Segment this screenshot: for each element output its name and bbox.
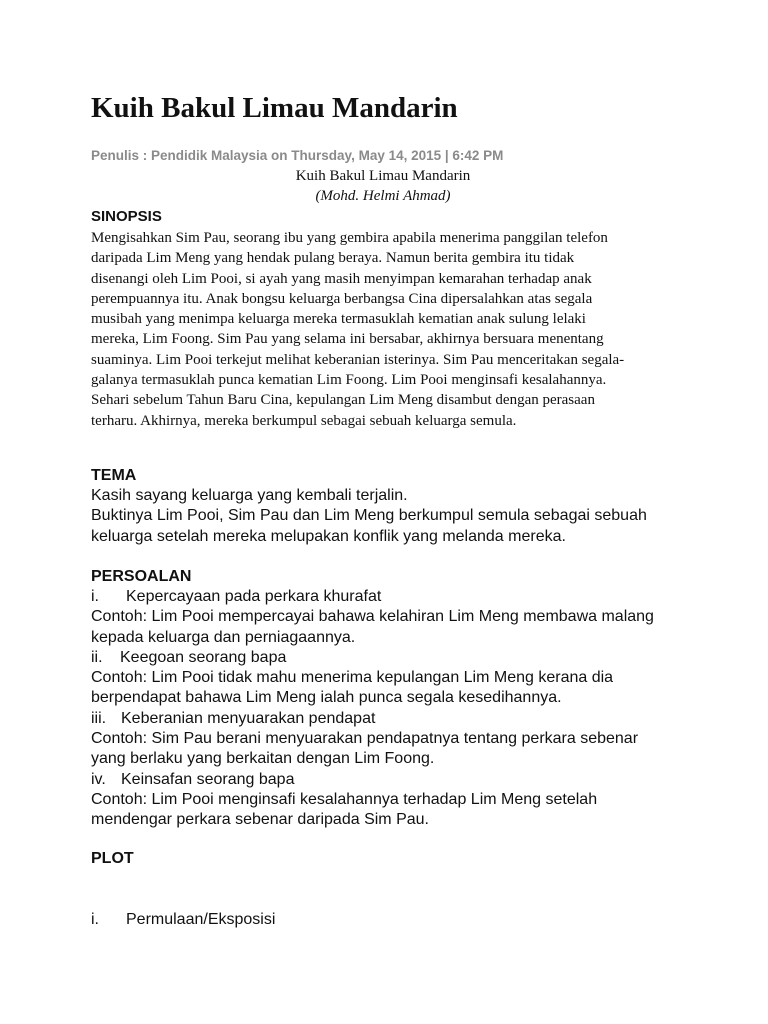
list-item	[91, 648, 691, 668]
list-item-label: Kepercayaan pada perkara khurafat	[126, 588, 382, 605]
list-number: iii.	[91, 709, 107, 727]
list-item-label: Keinsafan seorang bapa	[121, 770, 295, 788]
example-line: Contoh: Lim Pooi mempercayai bahawa kelahiran Lim Meng membawa malang	[91, 608, 654, 626]
sinopsis-line: galanya termasuklah punca kematian Lim Foong. Lim Pooi menginsafi kesalahannya.	[91, 372, 607, 389]
example-line: Contoh: Sim Pau berani menyuarakan pendapatnya tentang perkara sebenar	[91, 730, 639, 748]
persoalan-section	[91, 587, 691, 831]
tema-line: Kasih sayang keluarga yang kembali terjalin.	[91, 487, 408, 504]
example-line: Contoh: Lim Pooi menginsafi kesalahannya terhadap Lim Meng setelah	[91, 790, 598, 808]
sinopsis-line: daripada Lim Meng yang hendak pulang beraya. Namun berita gembira itu tidak	[91, 250, 575, 267]
sinopsis-line: Sehari sebelum Tahun Baru Cina, kepulangan Lim Meng disambut dengan perasaan	[91, 392, 595, 409]
sinopsis-line: disenangi oleh Lim Pooi, si ayah yang masih menyimpan kemarahan terhadap anak	[91, 270, 592, 287]
sinopsis-line: suaminya. Lim Pooi terkejut melihat keberanian isterinya. Sim Pau menceritakan segala-	[91, 351, 625, 368]
tema-section	[91, 486, 691, 547]
list-item-label: Keberanian menyuarakan pendapat	[121, 709, 376, 727]
list-item	[91, 770, 691, 790]
sinopsis-line: Mengisahkan Sim Pau, seorang ibu yang gembira apabila menerima panggilan telefon	[91, 230, 608, 246]
list-item	[91, 709, 691, 729]
example-line: mendengar perkara sebenar daripada Sim Pau.	[91, 811, 429, 829]
author-meta: Penulis : Pendidik Malaysia on Thursday, May 14, 2015 | 6:42 PM	[91, 148, 504, 163]
example-line: berpendapat bahawa Lim Meng ialah punca segala kesedihannya.	[91, 689, 562, 707]
list-number: ii.	[91, 648, 103, 666]
example-line: kepada keluarga dan perniagaannya.	[91, 628, 356, 646]
plot-heading: PLOT	[91, 850, 134, 867]
list-item	[91, 587, 691, 607]
page-title: Kuih Bakul Limau Mandarin	[91, 92, 458, 124]
list-item	[91, 910, 691, 930]
sinopsis-line: perempuannya itu. Anak bongsu keluarga berbangsa Cina dipersalahkan atas segala	[91, 290, 593, 307]
list-number: iv.	[91, 770, 106, 788]
example-line: yang berlaku yang berkaitan dengan Lim Foong.	[91, 750, 435, 768]
sinopsis-heading: SINOPSIS	[91, 208, 162, 225]
tema-line: Buktinya Lim Pooi, Sim Pau dan Lim Meng berkumpul semula sebagai sebuah	[91, 507, 647, 525]
list-item-label: Keegoan seorang bapa	[120, 648, 287, 666]
document-title: Kuih Bakul Limau Mandarin	[295, 168, 471, 184]
tema-line: keluarga setelah mereka melupakan konflik yang melanda mereka.	[91, 527, 566, 545]
sinopsis-line: terharu. Akhirnya, mereka berkumpul sebagai sebuah keluarga semula.	[91, 412, 517, 429]
tema-heading: TEMA	[91, 467, 137, 484]
document-author: (Mohd. Helmi Ahmad)	[315, 188, 451, 204]
sinopsis-line: musibah yang menimpa keluarga mereka termasuklah kematian anak sulung lelaki	[91, 311, 586, 328]
plot-section	[91, 910, 691, 930]
sinopsis-paragraph	[91, 228, 681, 431]
list-item-label: Permulaan/Eksposisi	[126, 911, 276, 928]
sinopsis-line: mereka, Lim Foong. Sim Pau yang selama ini bersabar, akhirnya bersuara menentang	[91, 331, 604, 348]
list-number: i.	[91, 911, 99, 928]
example-line: Contoh: Lim Pooi tidak mahu menerima kepulangan Lim Meng kerana dia	[91, 669, 614, 687]
list-number: i.	[91, 588, 99, 605]
persoalan-heading: PERSOALAN	[91, 568, 192, 585]
